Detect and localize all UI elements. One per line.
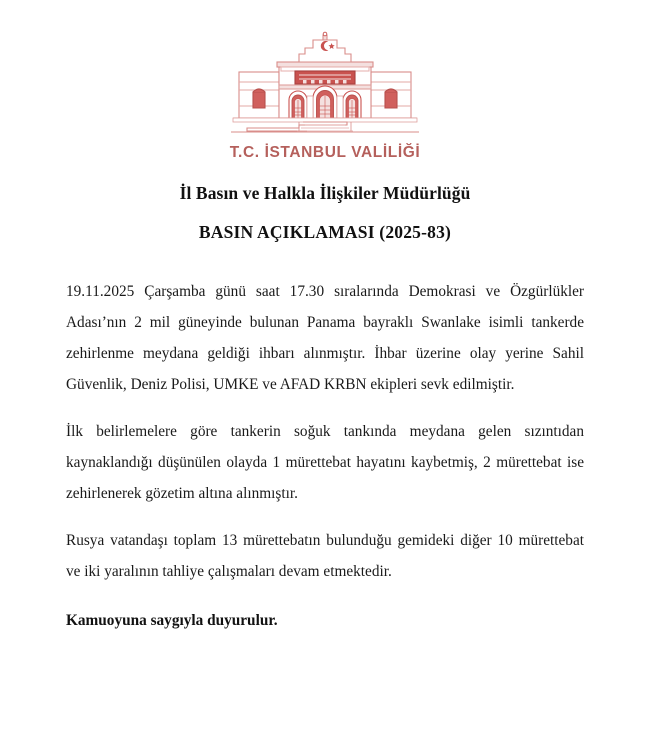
istanbul-governorship-building-crest: [225, 30, 425, 142]
paragraph: Rusya vatandaşı toplam 13 mürettebatın bulunduğu gemideki diğer 10 mürettebat ve iki yaralının tahliye çalışmaları devam etmektedir.: [66, 531, 584, 580]
department-title: İl Basın ve Halkla İlişkiler Müdürlüğü: [179, 183, 471, 204]
logo-block: [0, 0, 650, 161]
paragraph: İlk belirlemelere göre tankerin soğuk tankında meydana gelen sızıntıdan kaynaklandığı düşünülen olayda 1 mürettebat hayatını kaybetmiş, 2 mürettebat ise zehirlenerek gözetim altına alınmıştır.: [66, 422, 584, 502]
press-release-body: [66, 244, 584, 636]
paragraph: 19.11.2025 Çarşamba günü saat 17.30 sıralarında Demokrasi ve Özgürlükler Adası’nın 2 mil güneyinde bulunan Panama bayraklı Swanlake isimli tankerde zehirlenme meydana geldiği ihbarı alınmıştır. İhbar üzerine olay yerine Sahil Güvenlik, Deniz Polisi, UMKE ve AFAD KRBN ekipleri sevk edilmiştir.: [66, 282, 584, 393]
closing-statement: Kamuoyuna saygıyla duyurulur.: [66, 611, 278, 629]
page-title: BASIN AÇIKLAMASI (2025-83): [198, 221, 452, 242]
document-headings: [0, 183, 650, 244]
logo-caption: T.C. İSTANBUL VALİLİĞİ: [229, 144, 421, 161]
